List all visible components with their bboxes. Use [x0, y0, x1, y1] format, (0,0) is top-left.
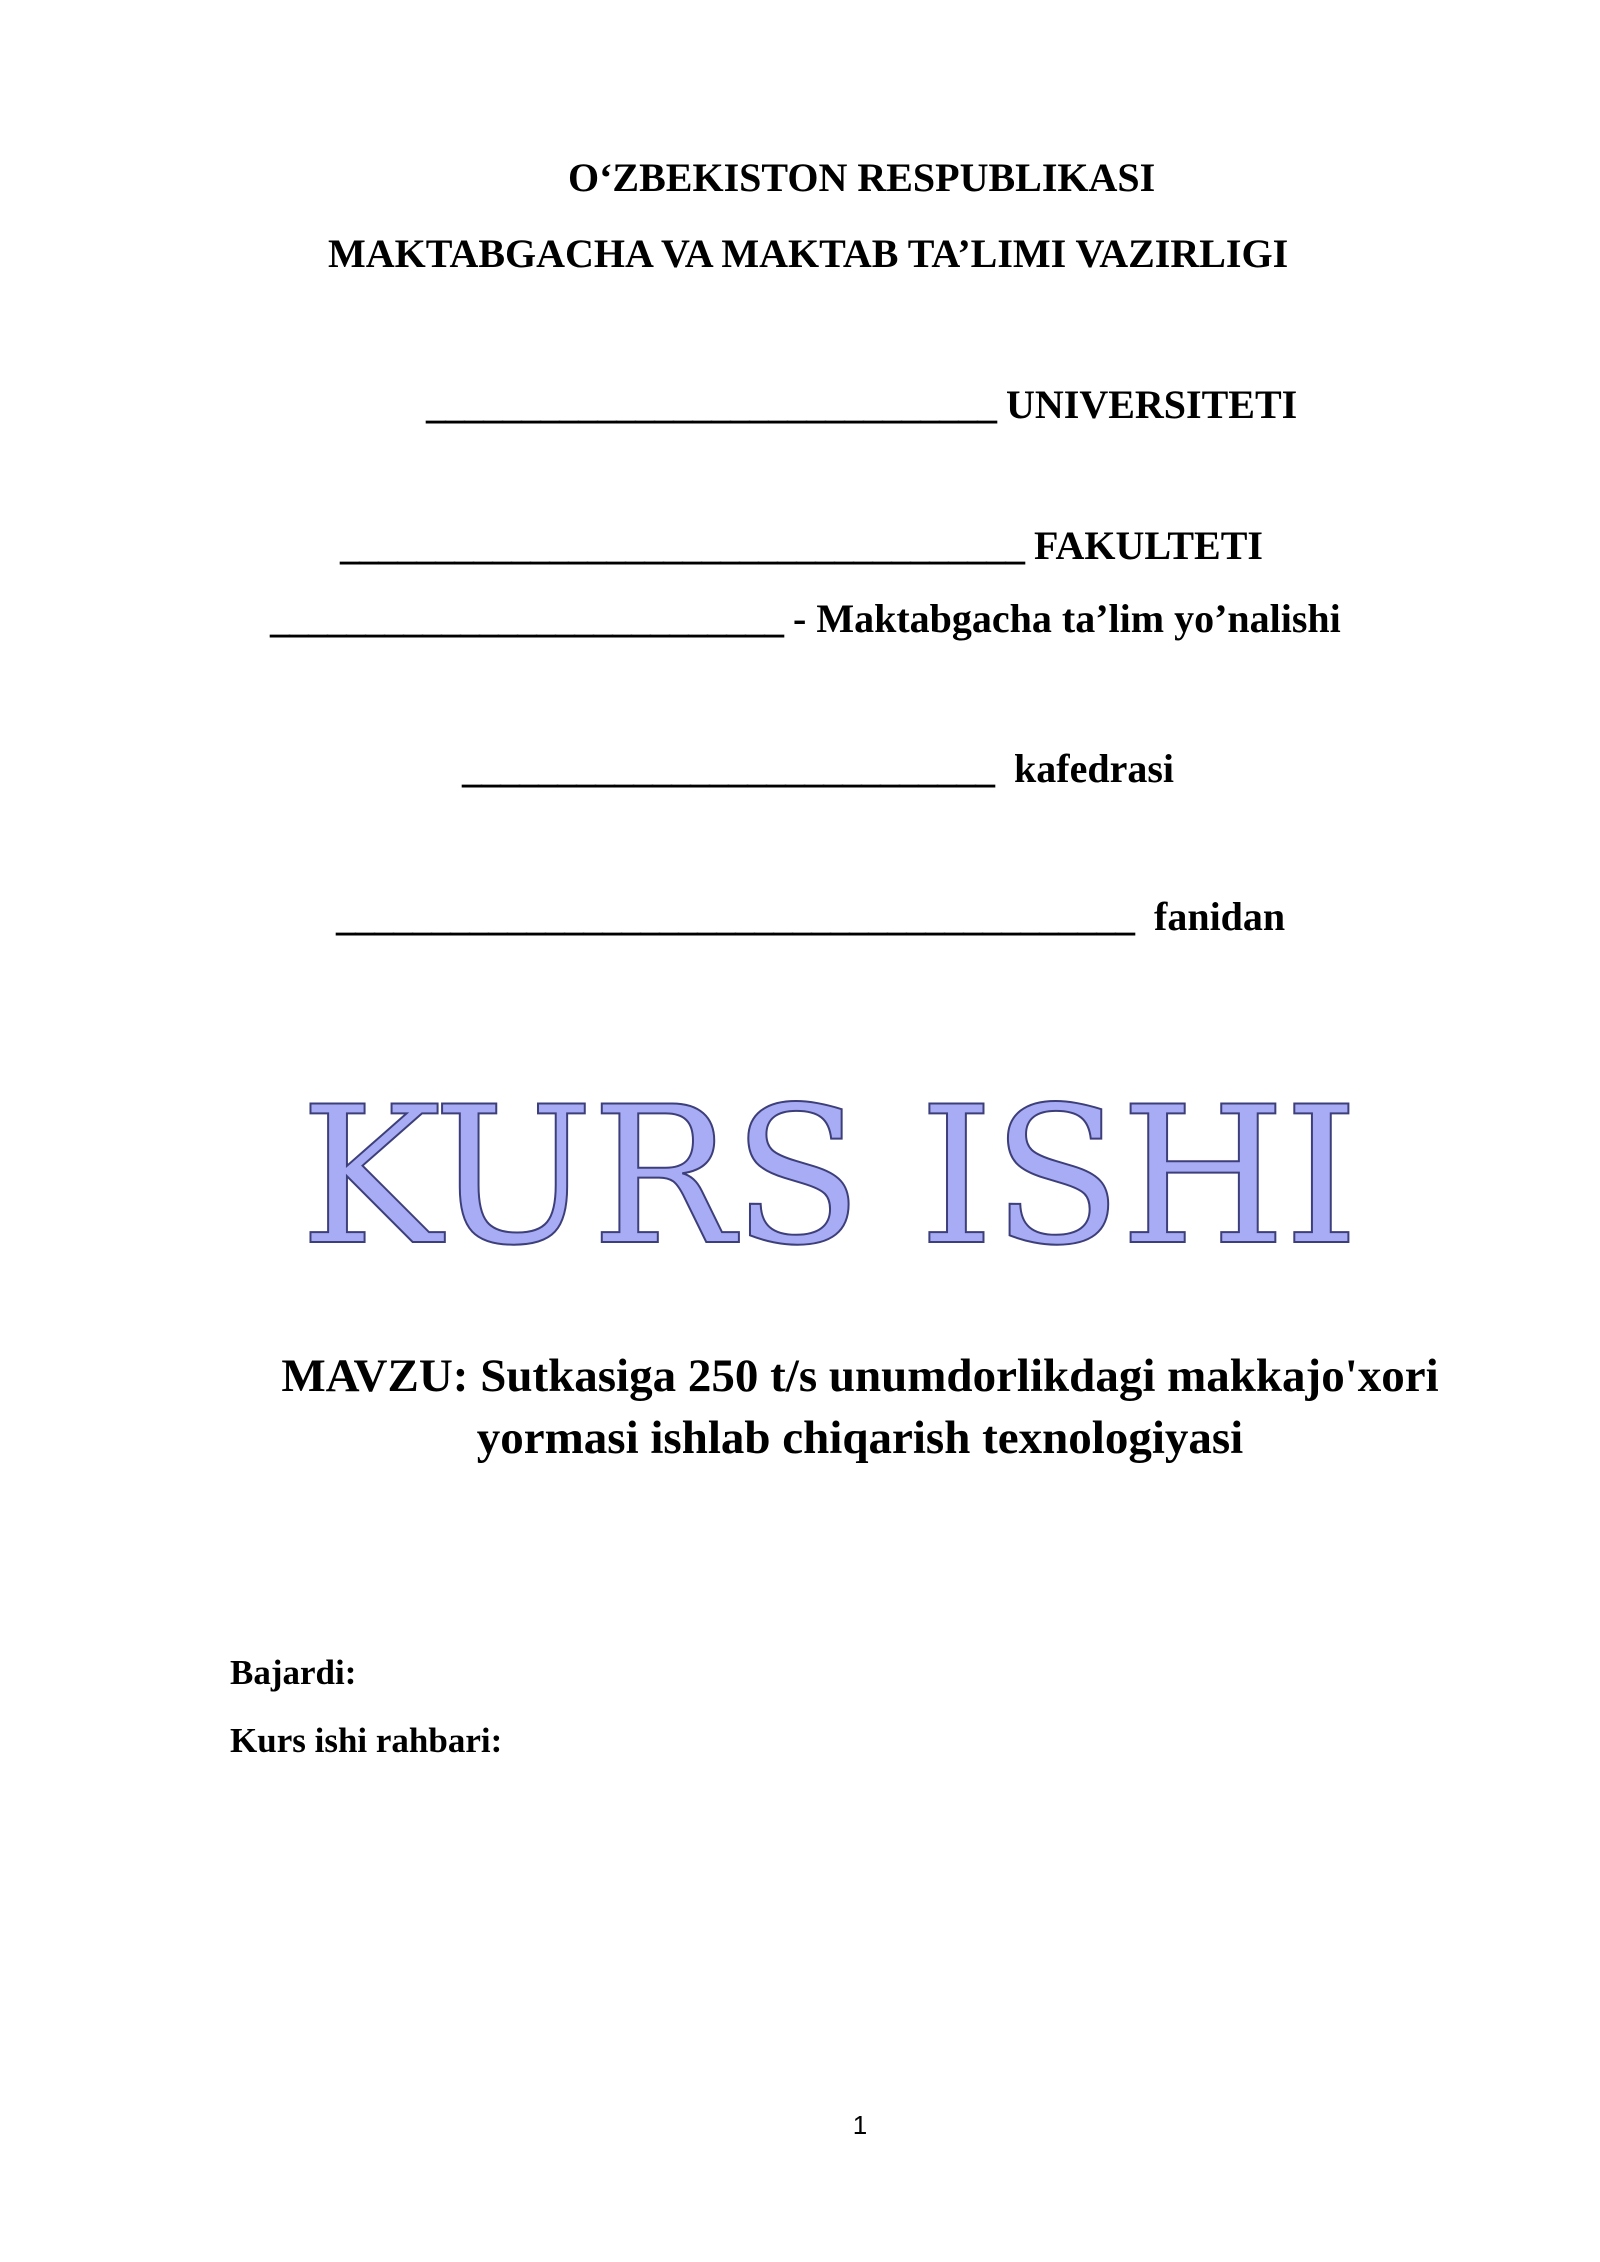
document-title: KURS ISHI: [300, 1066, 1357, 1287]
direction-line: [270, 595, 1341, 643]
ministry-heading: MAKTABGACHA VA MAKTAB TA’LIMI VAZIRLIGI: [328, 231, 1289, 276]
subject-blank: __________________________________________: [336, 894, 1134, 939]
faculty-label: FAKULTETI: [1024, 523, 1263, 568]
faculty-line: [340, 522, 1263, 570]
subject-line: [336, 893, 1285, 941]
subject-label: fanidan: [1134, 894, 1286, 939]
department-line: [462, 745, 1174, 793]
topic-block: [180, 1345, 1540, 1469]
direction-label: - Maktabgacha ta’lim yo’nalishi: [783, 596, 1341, 641]
supervisor-label: Kurs ishi rahbari:: [230, 1721, 503, 1760]
topic-line-2: yormasi ishlab chiqarish texnologiyasi: [476, 1412, 1244, 1464]
performer-label: Bajardi:: [230, 1653, 357, 1692]
topic-line-1: MAVZU: Sutkasiga 250 t/s unumdorlikdagi makkajo'xori: [281, 1350, 1439, 1402]
department-label: kafedrasi: [994, 746, 1174, 791]
university-blank: ______________________________: [426, 382, 996, 427]
country-heading: O‘ZBEKISTON RESPUBLIKASI: [568, 155, 1156, 200]
department-blank: ____________________________: [462, 746, 994, 791]
page-number: 1: [852, 2110, 868, 2140]
direction-blank: ___________________________: [270, 596, 783, 641]
faculty-blank: ____________________________________: [340, 523, 1024, 568]
university-line: [426, 381, 1297, 429]
university-label: UNIVERSITETI: [996, 382, 1298, 427]
